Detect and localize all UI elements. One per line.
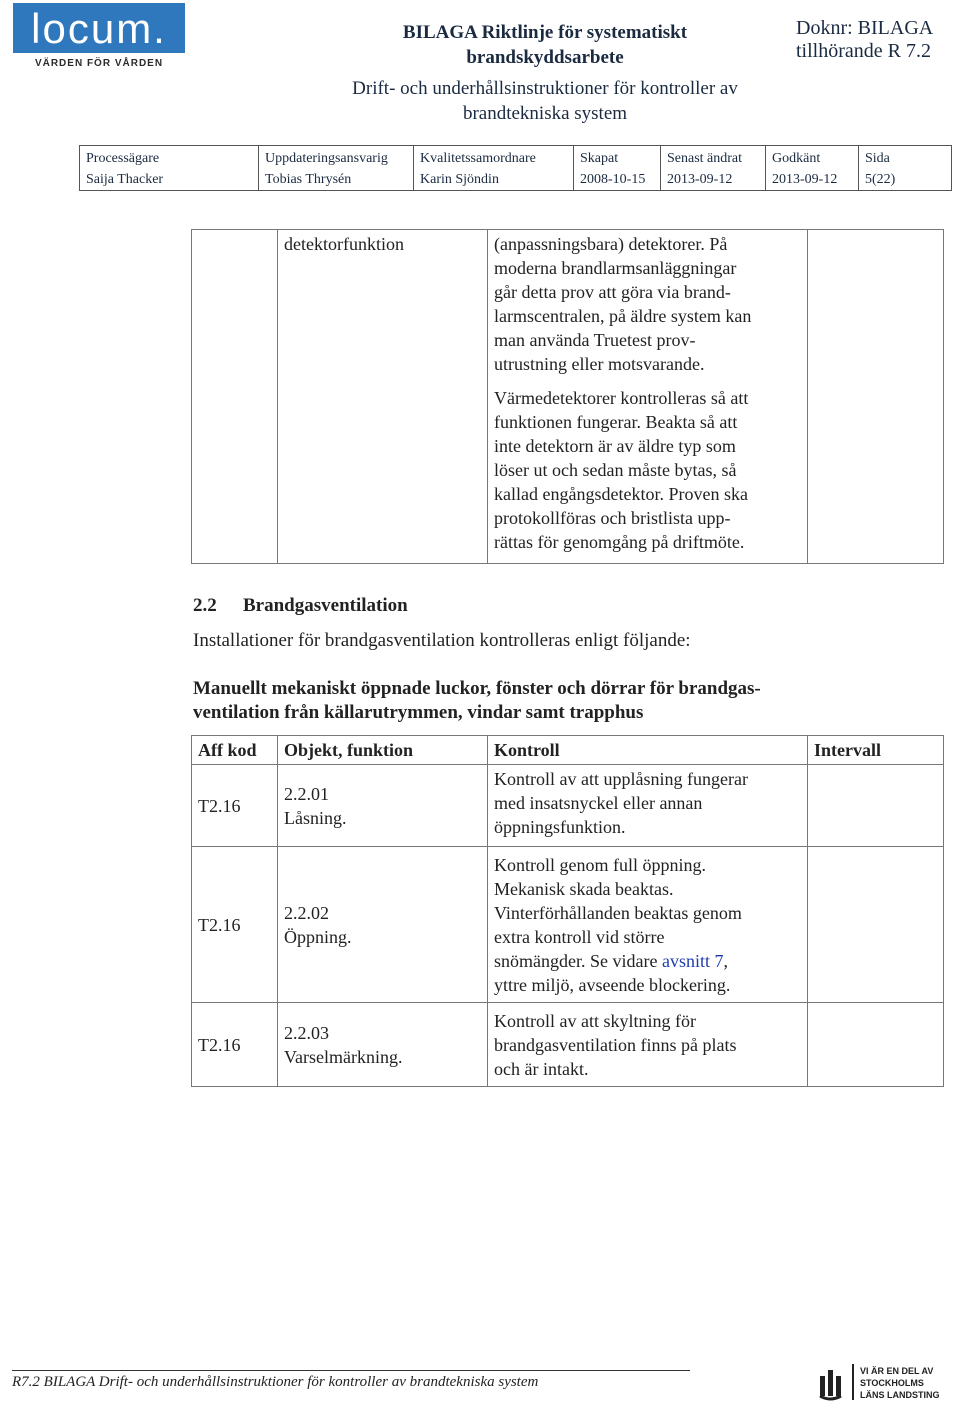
row-interval: [808, 847, 944, 1003]
meta-label-page: Sida: [859, 146, 952, 170]
title-line-4: brandtekniska system: [462, 103, 628, 124]
meta-label-update-responsible: Uppdateringsansvarig: [259, 146, 414, 170]
continued-interval-cell: [808, 230, 944, 564]
footer-text: R7.2 BILAGA Drift- och underhållsinstruktioner för kontroller av brandtekniska system: [12, 1374, 539, 1390]
meta-value-last-changed: 2013-09-12: [661, 169, 766, 191]
continued-paragraph-1: [494, 232, 801, 376]
text-line: rättas för genomgång på driftmöte.: [494, 532, 745, 552]
title-line-1: BILAGA Riktlinje för systematiskt: [402, 22, 688, 43]
text-line: löser ut och sedan måste bytas, så: [494, 460, 737, 480]
title-line-2: brandskyddsarbete: [466, 47, 624, 68]
text-line: yttre miljö, avseende blockering.: [494, 975, 731, 995]
sll-line-3: LÄNS LANDSTING: [860, 1390, 940, 1400]
text-line: kallad engångsdetektor. Proven ska: [494, 484, 748, 504]
object-name: Varselmärkning.: [284, 1046, 403, 1067]
meta-value-page: 5(22): [859, 169, 952, 191]
meta-label-approved: Godkänt: [766, 146, 859, 170]
meta-value-process-owner: Saija Thacker: [80, 169, 259, 191]
text-line: med insatsnyckel eller annan: [494, 793, 703, 813]
text-line: protokollföras och bristlista upp-: [494, 508, 731, 528]
locum-logo: [13, 3, 185, 53]
object-name: Öppning.: [284, 926, 352, 947]
section-heading: [193, 595, 408, 617]
text-line: Värmedetektorer kontrolleras så att: [494, 388, 749, 408]
row-interval: [808, 1003, 944, 1087]
row-code: T2.16: [192, 765, 278, 847]
row-control: [488, 1003, 808, 1087]
header-kontroll: Kontroll: [488, 736, 808, 765]
meta-label-process-owner: Processägare: [80, 146, 259, 170]
subheading-line-1: Manuellt mekaniskt öppnade luckor, fönster och dörrar för brandgas-: [193, 678, 761, 699]
meta-label-last-changed: Senast ändrat: [661, 146, 766, 170]
text-line: Mekanisk skada beaktas.: [494, 879, 674, 899]
continued-paragraph-2: [494, 386, 801, 554]
text-line: Kontroll av att upplåsning fungerar: [494, 769, 748, 789]
section-intro: Installationer för brandgasventilation kontrolleras enligt följande:: [193, 630, 691, 651]
sll-line-1: VI ÄR EN DEL AV: [860, 1366, 934, 1376]
table-subheading: [193, 677, 843, 725]
row-control: [488, 847, 808, 1003]
header-objekt-funktion: Objekt, funktion: [278, 736, 488, 765]
section-number: 2.2: [193, 595, 217, 616]
continued-code-cell: [192, 230, 278, 564]
table-row: [192, 847, 944, 1003]
header-intervall: Intervall: [808, 736, 944, 765]
document-meta-table: [79, 145, 952, 191]
subheading-line-2: ventilation från källarutrymmen, vindar samt trapphus: [193, 702, 644, 723]
text-fragment: snömängder. Se vidare: [494, 951, 662, 971]
meta-value-update-responsible: Tobias Thrysén: [259, 169, 414, 191]
text-line: brandgasventilation finns på plats: [494, 1035, 737, 1055]
text-line: funktionen fungerar. Beakta så att: [494, 412, 738, 432]
logo-text: locum.: [31, 5, 167, 52]
row-object: [278, 765, 488, 847]
sll-line-2: STOCKHOLMS: [860, 1378, 924, 1388]
text-line: Kontroll genom full öppning.: [494, 855, 706, 875]
footer-divider: [12, 1370, 690, 1371]
row-object: [278, 847, 488, 1003]
sll-logo: [818, 1362, 960, 1402]
meta-value-quality-coordinator: Karin Sjöndin: [414, 169, 574, 191]
text-line: Vinterförhållanden beaktas genom: [494, 903, 742, 923]
text-line: (anpassningsbara) detektorer. På: [494, 234, 728, 254]
title-line-3: Drift- och underhållsinstruktioner för kontroller av: [352, 78, 738, 99]
section-title: Brandgasventilation: [243, 595, 408, 616]
text-line: öppningsfunktion.: [494, 817, 626, 837]
document-title: [330, 20, 760, 126]
text-fragment: ,: [723, 951, 728, 971]
sll-logo-icon: [818, 1362, 960, 1402]
text-line: extra kontroll vid större: [494, 927, 665, 947]
meta-value-approved: 2013-09-12: [766, 169, 859, 191]
text-line: man använda Truetest prov-: [494, 330, 696, 350]
row-control: [488, 765, 808, 847]
text-line: inte detektorn är av äldre typ som: [494, 436, 736, 456]
continued-object-cell: detektorfunktion: [278, 230, 488, 564]
object-name: Låsning.: [284, 807, 347, 828]
doknr-line-1: Doknr: BILAGA: [796, 17, 934, 39]
text-line: och är intakt.: [494, 1059, 589, 1079]
header-aff-kod: Aff kod: [192, 736, 278, 765]
row-code: T2.16: [192, 847, 278, 1003]
text-line: moderna brandlarmsanläggningar: [494, 258, 737, 278]
object-number: 2.2.01: [284, 783, 329, 804]
meta-label-created: Skapat: [574, 146, 661, 170]
object-number: 2.2.02: [284, 902, 329, 923]
meta-value-created: 2008-10-15: [574, 169, 661, 191]
row-interval: [808, 765, 944, 847]
text-line-with-link: [494, 949, 801, 973]
row-code: T2.16: [192, 1003, 278, 1087]
continued-control-table: [191, 229, 944, 564]
table-row: [192, 1003, 944, 1087]
object-number: 2.2.03: [284, 1022, 329, 1043]
document-number: [796, 17, 960, 63]
text-line: larmscentralen, på äldre system kan: [494, 306, 752, 326]
row-object: [278, 1003, 488, 1087]
doknr-line-2: tillhörande R 7.2: [796, 40, 931, 62]
meta-label-quality-coordinator: Kvalitetssamordnare: [414, 146, 574, 170]
logo-tagline: VÄRDEN FÖR VÅRDEN: [34, 58, 164, 69]
text-line: Kontroll av att skyltning för: [494, 1011, 696, 1031]
text-line: går detta prov att göra via brand-: [494, 282, 731, 302]
continued-control-cell: [488, 230, 808, 564]
table-row: [192, 765, 944, 847]
text-line: utrustning eller motsvarande.: [494, 354, 705, 374]
section-7-link[interactable]: avsnitt 7: [661, 951, 724, 971]
brandgasventilation-table: [191, 735, 944, 1087]
